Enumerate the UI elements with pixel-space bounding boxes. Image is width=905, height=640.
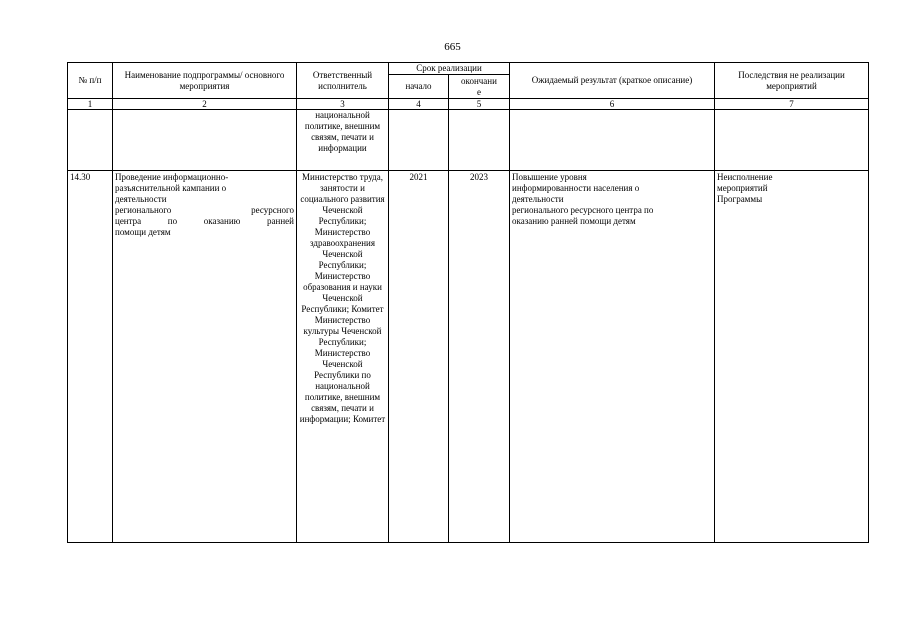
name-line: регионального ресурсного xyxy=(115,205,294,215)
table-row xyxy=(68,171,869,543)
header-consequences: Последствия не реализации мероприятий xyxy=(715,63,869,99)
table-row xyxy=(68,110,869,171)
page-number: 665 xyxy=(444,41,461,53)
consequences-line: мероприятий xyxy=(717,183,768,193)
column-number: 4 xyxy=(389,99,449,110)
cell-num xyxy=(68,110,113,171)
cell-end xyxy=(449,110,510,171)
column-number: 7 xyxy=(715,99,869,110)
header-responsible: Ответственный исполнитель xyxy=(297,63,389,99)
result-line: Повышение уровня xyxy=(512,172,587,182)
column-number: 6 xyxy=(510,99,715,110)
consequences-line: Неисполнение xyxy=(717,172,773,182)
cell-start: 2021 xyxy=(389,171,449,543)
cell-name xyxy=(113,171,297,543)
result-line: деятельности xyxy=(512,194,564,204)
name-line: Проведение информационно- xyxy=(115,172,229,182)
header-start: начало xyxy=(389,75,449,99)
column-number: 2 xyxy=(113,99,297,110)
name-line: центра по оказанию ранней xyxy=(115,216,294,226)
header-end-line: е xyxy=(477,86,481,97)
result-line: оказанию ранней помощи детям xyxy=(512,216,636,226)
column-number: 1 xyxy=(68,99,113,110)
consequences-line: Программы xyxy=(717,194,763,204)
cell-responsible: национальной политике, внешним связям, печати и информации xyxy=(297,110,389,171)
result-line: информированности населения о xyxy=(512,183,640,193)
program-table xyxy=(67,62,869,543)
cell-start xyxy=(389,110,449,171)
header-result: Ожидаемый результат (краткое описание) xyxy=(510,63,715,99)
cell-result xyxy=(510,110,715,171)
header-end-line: окончани xyxy=(461,75,497,86)
header-num: № п/п xyxy=(68,63,113,99)
name-line: помощи детям xyxy=(115,227,171,237)
header-name: Наименование подпрограммы/ основного мероприятия xyxy=(113,63,297,99)
cell-end: 2023 xyxy=(449,171,510,543)
name-line: разъяснительной кампании о xyxy=(115,183,227,193)
name-line: деятельности xyxy=(115,194,167,204)
cell-consequences xyxy=(715,171,869,543)
cell-consequences xyxy=(715,110,869,171)
cell-result xyxy=(510,171,715,543)
column-number: 3 xyxy=(297,99,389,110)
header-end xyxy=(449,75,510,99)
cell-num: 14.30 xyxy=(68,171,113,543)
result-line: регионального ресурсного центра по xyxy=(512,205,654,215)
cell-name xyxy=(113,110,297,171)
header-period: Срок реализации xyxy=(389,63,510,75)
cell-responsible: Министерство труда, занятости и социального развития Чеченской Республики; Министерство здравоохранения Чеченской Республики; Министерство образования и науки Чеченской Республики; Комитет Министерство культуры Чеченской Республики; Министерство Чеченской Республики по национальной политике, внешним связям, печати и информации; Комитет xyxy=(297,171,389,543)
column-number: 5 xyxy=(449,99,510,110)
